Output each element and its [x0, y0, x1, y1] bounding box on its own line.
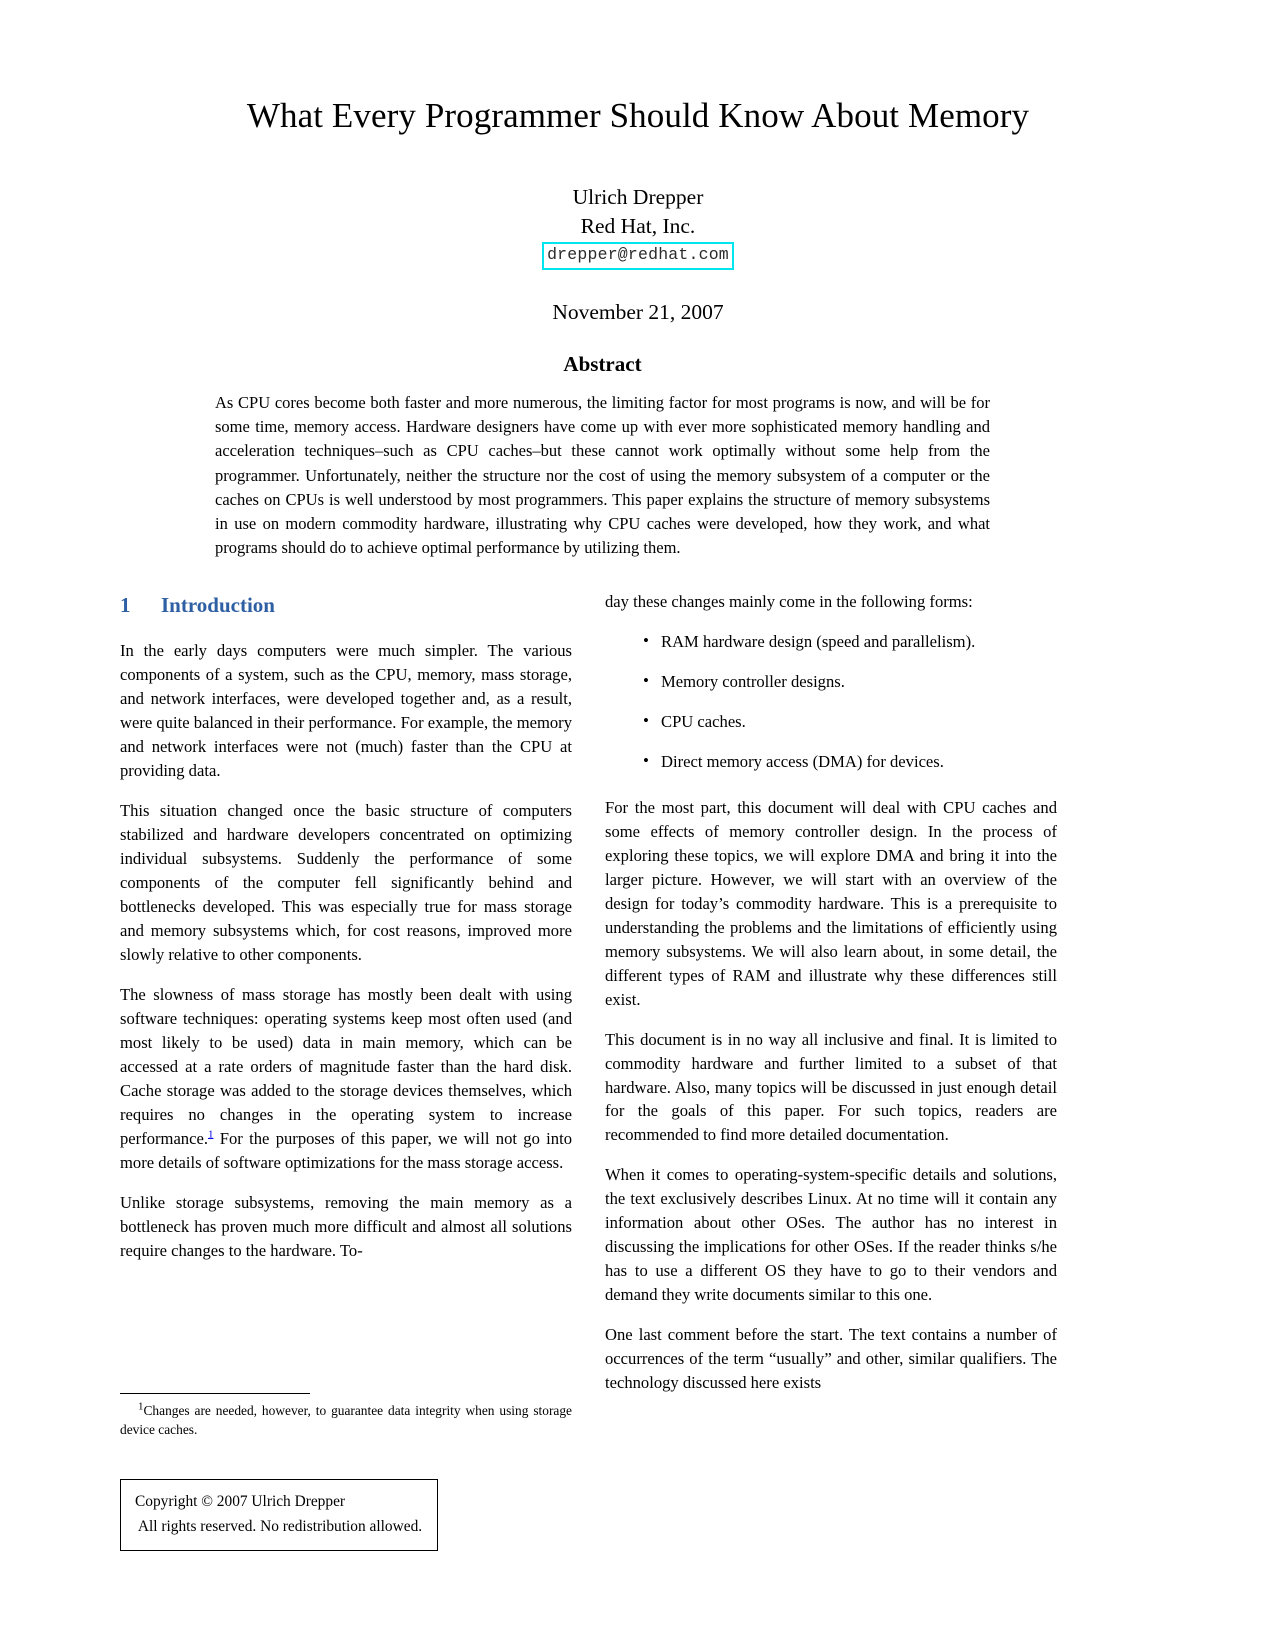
author-name: Ulrich Drepper	[572, 185, 704, 210]
paragraph: For the most part, this document will deal with CPU caches and some effects of memory controller design. In the process of exploring these topics, we will explore DMA and bring it into the larger picture. However, we will start with an overview of the design for today’s commodity hardware. This is a prerequisite to understanding the problems and the limitations of efficiently using memory subsystems. We will also learn about, in some detail, the different types of RAM and illustrate why these differences still exist.	[605, 797, 1057, 1009]
list-item: • Memory controller designs.	[643, 670, 1057, 694]
body-column-left	[120, 590, 572, 1263]
list-item: • CPU caches.	[643, 710, 1057, 734]
abstract-body: As CPU cores become both faster and more numerous, the limiting factor for most programs is now, and will be for some time, memory access. Hardware designers have come up with ever more sophisticated memory handling and acceleration techniques–such as CPU caches–but these cannot work optimally without some help from the programmer. Unfortunately, neither the structure nor the cost of using the memory subsystem of a computer or the caches on CPUs is well understood by most programmers. This paper explains the structure of memory subsystems in use on modern commodity hardware, illustrating why CPU caches were developed, how they work, and what programs should do to achieve optimal performance by utilizing them.	[215, 393, 990, 558]
abstract-section	[215, 352, 990, 560]
page-title: What Every Programmer Should Know About Memory	[246, 96, 1030, 135]
abstract-heading: Abstract	[563, 352, 642, 376]
forms-bullet-list	[605, 630, 1057, 774]
footnote-separator-rule	[120, 1393, 310, 1394]
paragraph-continued: day these changes mainly come in the following forms:	[605, 592, 973, 611]
list-item: • Direct memory access (DMA) for devices.	[643, 750, 1057, 774]
paragraph: One last comment before the start. The text contains a number of occurrences of the term “usually” and other, similar qualifiers. The technology discussed here exists	[605, 1325, 1057, 1393]
publication-date: November 21, 2007	[552, 299, 724, 324]
footnote-block	[120, 1393, 572, 1440]
author-affiliation: Red Hat, Inc.	[580, 213, 696, 238]
footnote-marker: 1	[138, 1400, 144, 1413]
paragraph: In the early days computers were much simpler. The various components of a system, such as the CPU, memory, mass storage, and network interfaces, were developed together and, as a result, were quite balanced in their performance. For example, the memory and network interfaces were not (much) faster than the CPU at providing data.	[120, 641, 572, 781]
paragraph-with-footnote	[120, 983, 572, 1175]
section-title: Introduction	[161, 593, 275, 617]
paragraph: When it comes to operating-system-specific details and solutions, the text exclusively describes Linux. At no time will it contain any information about other OSes. The author has no interest in discussing the implications for other OSes. If the reader thinks s/he has to use a different OS they have to go to their vendors and demand they write documents similar to this one.	[605, 1165, 1057, 1305]
author-email-link[interactable]: drepper@redhat.com	[542, 242, 734, 270]
paragraph: This document is in no way all inclusive and final. It is limited to commodity hardware and further limited to a subset of that hardware. Also, many topics will be discussed in just enough detail for the goals of this paper. For such topics, readers are recommended to find more detailed documentation.	[605, 1029, 1057, 1145]
paragraph: This situation changed once the basic structure of computers stabilized and hardware developers concentrated on optimizing individual subsystems. Suddenly the performance of some components of the computer fell significantly behind and bottlenecks developed. This was especially true for mass storage and memory subsystems which, for cost reasons, improved more slowly relative to other components.	[120, 801, 572, 964]
copyright-line-1: Copyright © 2007 Ulrich Drepper	[135, 1493, 346, 1510]
body-column-right	[605, 590, 1057, 1395]
paragraph-text-tail: For the purposes of this paper, we will not go into more details of software optimizations for the mass storage access.	[120, 1128, 572, 1172]
footnote-reference-link[interactable]: 1	[207, 1128, 214, 1141]
copyright-box	[120, 1479, 438, 1551]
list-item: • RAM hardware design (speed and parallelism).	[643, 630, 1057, 654]
copyright-line-2: All rights reserved. No redistribution allowed.	[137, 1517, 423, 1535]
footnote-text	[120, 1402, 572, 1440]
paragraph: Unlike storage subsystems, removing the main memory as a bottleneck has proven much more difficult and almost all solutions require changes to the hardware. To-	[120, 1192, 572, 1260]
section-number: 1	[120, 593, 131, 617]
footnote-body: Changes are needed, however, to guarantee data integrity when using storage device caches.	[120, 1403, 572, 1437]
title-block	[118, 96, 1158, 325]
section-heading-introduction[interactable]	[120, 590, 572, 620]
paragraph-text: The slowness of mass storage has mostly been dealt with using software techniques: operating systems keep most often used (and most likely to be used) data in main memory, which can be accessed at a rate orders of magnitude faster than the hard disk. Cache storage was added to the storage devices themselves, which requires no changes in the operating system to increase performance.	[120, 984, 572, 1148]
author-email-wrap	[118, 242, 1158, 270]
author-block	[118, 183, 1158, 240]
